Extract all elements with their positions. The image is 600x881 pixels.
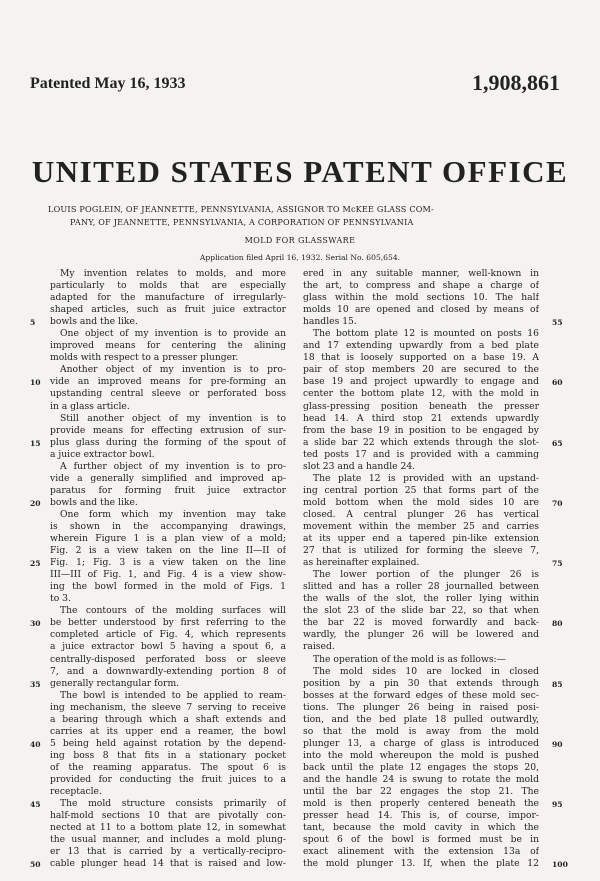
text-line: provided for conducting the fruit juices to a bbox=[50, 773, 286, 785]
text-line: slitted and has a roller 28 journalled between bbox=[303, 581, 539, 593]
invention-title: MOLD FOR GLASSWARE bbox=[244, 236, 356, 245]
text-line: carries at its upper end a reamer, the bowl bbox=[50, 725, 286, 737]
assignment-line-2: PANY, OF JEANNETTE, PENNSYLVANIA, A CORPORATION OF PENNSYLVANIA bbox=[70, 216, 414, 227]
text-line: ered in any suitable manner, well-known in bbox=[303, 268, 539, 279]
text-line: base 19 and project upwardly to engage and bbox=[303, 376, 539, 388]
text-line: pair of stop members 20 are secured to the bbox=[303, 364, 539, 376]
text-line: cable plunger head 14 that is raised and low- bbox=[50, 858, 286, 870]
text-line: from the base 19 in position to be engaged by bbox=[303, 424, 539, 436]
line-number: 25 bbox=[30, 559, 41, 569]
text-line: a bearing through which a shaft extends and bbox=[50, 713, 286, 725]
text-line: 5 being held against rotation by the depend- bbox=[50, 737, 286, 749]
text-line: ted posts 17 and is provided with a camming bbox=[303, 448, 539, 460]
assignment-block bbox=[40, 203, 580, 228]
text-line: The lower portion of the plunger 26 is bbox=[313, 569, 539, 581]
text-line: so that the mold is away from the mold bbox=[303, 725, 539, 737]
text-line: 7, and a downwardly-extending portion 8 of bbox=[50, 665, 286, 677]
text-line: vide a generally simplified and improved ap- bbox=[50, 472, 286, 484]
line-number: 20 bbox=[30, 498, 41, 508]
application-info: Application filed April 16, 1932. Serial No. 605,654. bbox=[199, 253, 401, 262]
text-line: generally rectangular form. bbox=[50, 677, 180, 689]
right-text-column bbox=[303, 268, 539, 870]
line-number: 10 bbox=[30, 378, 41, 388]
text-line: a slide bar 22 which extends through the slot- bbox=[303, 436, 539, 448]
text-line: exact alinement with the extension 13a of bbox=[303, 846, 539, 858]
text-line: 18 that is loosely supported on a base 19. A bbox=[303, 352, 539, 364]
text-line: ing mechanism, the sleeve 7 serving to receive bbox=[50, 701, 286, 713]
text-line: 27 that is utilized for forming the sleeve 7, bbox=[303, 545, 539, 557]
text-line: head 14. A third stop 21 extends upwardly bbox=[303, 412, 539, 424]
line-number: 45 bbox=[30, 800, 41, 810]
text-line: movement within the member 25 and carries bbox=[303, 520, 539, 532]
text-line: ing the bowl formed in the mold of Figs. 1 bbox=[50, 581, 286, 593]
text-line: wherein Figure 1 is a plan view of a mold; bbox=[50, 533, 286, 545]
text-line: into the mold whereupon the mold is pushed bbox=[303, 749, 539, 761]
text-line: be better understood by first referring to the bbox=[50, 617, 286, 629]
text-line: A further object of my invention is to pro- bbox=[60, 460, 286, 472]
text-line: vide an improved means for pre-forming an bbox=[50, 376, 286, 388]
text-line: position by a pin 30 that extends through bbox=[303, 677, 539, 689]
text-line: wardly, the plunger 26 will be lowered and bbox=[303, 629, 539, 641]
text-line: back until the plate 12 engages the stops 20, bbox=[303, 761, 539, 773]
text-line: is shown in the accompanying drawings, bbox=[50, 520, 286, 532]
line-number: 70 bbox=[552, 498, 563, 508]
text-line: until the bar 22 engages the stop 21. The bbox=[303, 786, 539, 798]
text-line: The bowl is intended to be applied to ream- bbox=[60, 689, 286, 701]
text-line: Another object of my invention is to pro- bbox=[60, 364, 286, 376]
text-line: One form which my invention may take bbox=[60, 508, 286, 520]
text-line: The operation of the mold is as follows:— bbox=[313, 653, 506, 665]
text-line: improved means for centering the alining bbox=[50, 340, 286, 352]
text-line: to 3. bbox=[50, 593, 71, 605]
line-number: 40 bbox=[30, 739, 41, 749]
text-line: Fig. 1; Fig. 3 is a view taken on the line bbox=[50, 557, 286, 569]
text-line: spout 6 of the bowl is formed must be in bbox=[303, 834, 539, 846]
line-number: 95 bbox=[552, 800, 563, 810]
text-line: plunger 13, a charge of glass is introduced bbox=[303, 737, 539, 749]
text-line: the bar 22 is moved forwardly and back- bbox=[303, 617, 539, 629]
text-line: the mold plunger 13. If, when the plate 12 bbox=[303, 858, 539, 870]
line-number: 100 bbox=[552, 860, 568, 870]
text-line: and the handle 24 is swung to rotate the mold bbox=[303, 773, 539, 785]
text-line: centrally-disposed perforated boss or sleeve bbox=[50, 653, 286, 665]
text-line: completed article of Fig. 4, which represents bbox=[50, 629, 286, 641]
text-line: a juice extractor bowl 5 having a spout 6, a bbox=[50, 641, 286, 653]
text-line: One object of my invention is to provide an bbox=[60, 328, 286, 340]
text-line: tions. The plunger 26 being in raised posi- bbox=[303, 701, 539, 713]
text-line: tion, and the bed plate 18 pulled outwardly, bbox=[303, 713, 539, 725]
text-line: receptacle. bbox=[50, 786, 102, 798]
text-line: the walls of the slot, the roller lying within bbox=[303, 593, 539, 605]
text-line: tant, because the mold cavity in which the bbox=[303, 822, 539, 834]
left-text-column bbox=[50, 268, 286, 870]
text-line: of the reaming apparatus. The spout 6 is bbox=[50, 761, 286, 773]
text-line: presser head 14. This is, of course, impor- bbox=[303, 810, 539, 822]
text-line: molds 10 are opened and closed by means of bbox=[303, 304, 539, 316]
text-line: center the bottom plate 12, with the mold in bbox=[303, 388, 539, 400]
line-number: 55 bbox=[552, 318, 563, 328]
line-number: 30 bbox=[30, 619, 41, 629]
text-line: molds with respect to a presser plunger. bbox=[50, 352, 239, 364]
text-line: a juice extractor bowl. bbox=[50, 448, 155, 460]
text-line: upstanding central sleeve or perforated boss bbox=[50, 388, 286, 400]
text-line: ing boss 8 that fits in a stationary pocket bbox=[50, 749, 286, 761]
text-line: and 17 extending upwardly from a bed plate bbox=[303, 340, 539, 352]
text-line: the usual manner, and includes a mold plung- bbox=[50, 834, 286, 846]
line-number: 85 bbox=[552, 679, 563, 689]
text-line: raised. bbox=[303, 641, 335, 653]
text-line: The mold structure consists primarily of bbox=[60, 798, 286, 810]
line-number: 65 bbox=[552, 438, 563, 448]
text-line: bosses at the forward edges of these mold sec- bbox=[303, 689, 539, 701]
text-line: bowls and the like. bbox=[50, 496, 138, 508]
text-line: particularly to molds that are especially bbox=[50, 280, 286, 292]
text-line: handles 15. bbox=[303, 316, 357, 328]
text-line: in a glass article. bbox=[50, 400, 130, 412]
text-line: as hereinafter explained. bbox=[303, 557, 420, 569]
text-line: plus glass during the forming of the spout of bbox=[50, 436, 286, 448]
text-line: half-mold sections 10 that are pivotally con- bbox=[50, 810, 286, 822]
patented-date: Patented May 16, 1933 bbox=[30, 75, 186, 92]
text-line: closed. A central plunger 26 has vertical bbox=[303, 508, 539, 520]
text-line: glass within the mold sections 10. The half bbox=[303, 292, 539, 304]
text-line: the slot 23 of the slide bar 22, so that when bbox=[303, 605, 539, 617]
line-number: 35 bbox=[30, 679, 41, 689]
line-number: 5 bbox=[30, 318, 36, 328]
line-number: 75 bbox=[552, 559, 563, 569]
text-line: paratus for forming fruit juice extractor bbox=[50, 484, 286, 496]
text-line: er 13 that is carried by a vertically-recipro- bbox=[50, 846, 286, 858]
text-line: the art, to compress and shape a charge of bbox=[303, 280, 539, 292]
text-line: adapted for the manufacture of irregularly- bbox=[50, 292, 286, 304]
text-line: mold bottom when the mold sides 10 are bbox=[303, 496, 539, 508]
assignment-line-1: LOUIS POGLEIN, OF JEANNETTE, PENNSYLVANIA, ASSIGNOR TO McKEE GLASS COM- bbox=[48, 204, 434, 214]
text-line: Still another object of my invention is to bbox=[60, 412, 286, 424]
text-line: The bottom plate 12 is mounted on posts 16 bbox=[313, 328, 539, 340]
text-line: slot 23 and a handle 24. bbox=[303, 460, 416, 472]
text-line: shaped articles, such as fruit juice extractor bbox=[50, 304, 286, 316]
text-line: provide means for effecting extrusion of sur- bbox=[50, 424, 286, 436]
text-line: The mold sides 10 are locked in closed bbox=[313, 665, 539, 677]
patent-number: 1,908,861 bbox=[472, 70, 560, 95]
line-number: 90 bbox=[552, 739, 563, 749]
line-number: 50 bbox=[30, 860, 41, 870]
office-title: UNITED STATES PATENT OFFICE bbox=[31, 154, 569, 189]
text-line: at its upper end a tapered pin-like extension bbox=[303, 533, 539, 545]
text-line: The contours of the molding surfaces will bbox=[60, 605, 286, 617]
line-number: 80 bbox=[552, 619, 563, 629]
line-number: 60 bbox=[552, 378, 563, 388]
text-line: Fig. 2 is a view taken on the line II—II of bbox=[50, 545, 286, 557]
text-line: glass-pressing position beneath the presser bbox=[303, 400, 539, 412]
text-line: III—III of Fig. 1, and Fig. 4 is a view show- bbox=[50, 569, 286, 581]
text-line: bowls and the like. bbox=[50, 316, 138, 328]
text-line: The plate 12 is provided with an upstand- bbox=[313, 472, 539, 484]
line-number: 15 bbox=[30, 438, 41, 448]
text-line: ing central portion 25 that forms part of the bbox=[303, 484, 539, 496]
text-line: nected at 11 to a bottom plate 12, in somewhat bbox=[50, 822, 286, 834]
text-line: My invention relates to molds, and more bbox=[60, 268, 286, 279]
text-line: mold is then properly centered beneath the bbox=[303, 798, 539, 810]
